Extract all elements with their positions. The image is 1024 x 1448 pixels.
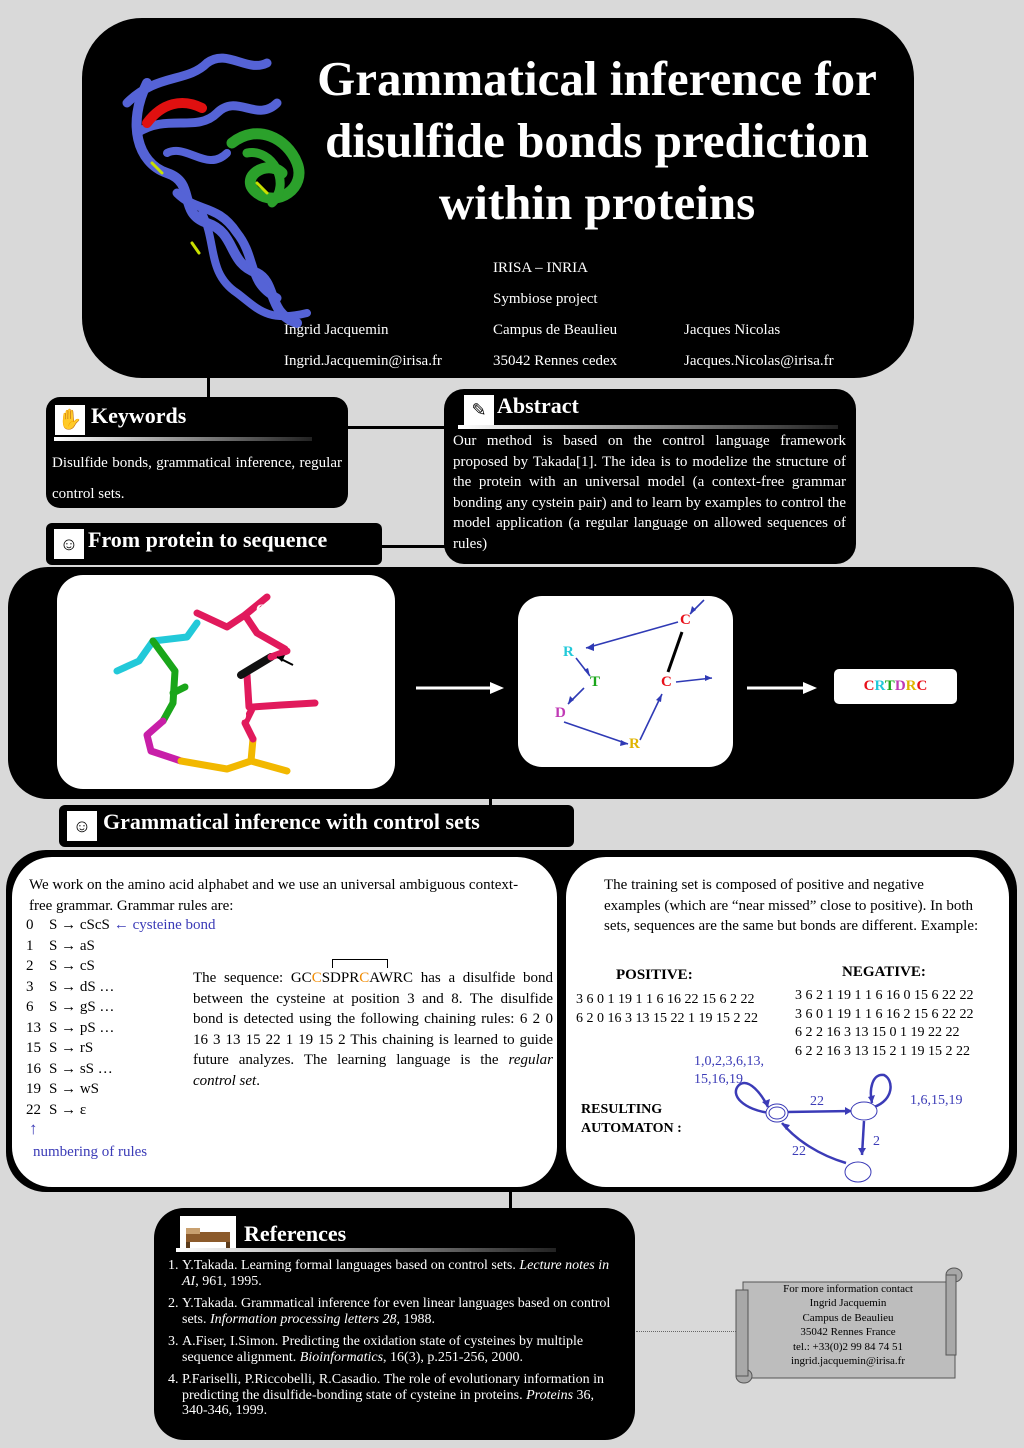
connector xyxy=(380,545,446,548)
automaton-label: 1,0,2,3,6,13, 15,16,19 xyxy=(694,1054,764,1087)
node-label: R xyxy=(563,644,574,660)
negative-examples: 3 6 2 1 19 1 1 6 16 0 15 6 22 22 3 6 0 1 19 1 1 6 16 2 15 6 22 22 6 2 2 16 3 13 15 0 1 19 22 22 6 2 2 16 3 13 15 2 1 19 15 2 22 xyxy=(795,988,974,1059)
rule-text: S → wS xyxy=(49,1081,100,1097)
heading-underline xyxy=(176,1248,556,1252)
rule-number: 19 xyxy=(26,1081,41,1097)
author-name: Ingrid Jacquemin xyxy=(284,322,389,338)
bond-bracket xyxy=(332,959,388,968)
rule-number: 15 xyxy=(26,1040,41,1056)
rule-text: S → cS xyxy=(49,958,95,974)
grammar-rule xyxy=(26,915,224,936)
grammar-rule xyxy=(26,936,224,957)
author-name: Jacques Nicolas xyxy=(684,322,781,338)
rule-number-arrow: ↑ xyxy=(29,1119,38,1138)
author-email[interactable]: Jacques.Nicolas@irisa.fr xyxy=(684,353,834,369)
automaton-label: 2 xyxy=(873,1134,880,1149)
arrow-right-icon xyxy=(414,678,506,698)
automaton-label: 22 xyxy=(810,1094,824,1109)
residue-label: C 59 xyxy=(217,708,247,724)
heading-underline xyxy=(458,425,838,429)
reference-item: 3. A.Fiser, I.Simon. Predicting the oxidation state of cysteines by multiple sequence alignment. Bioinformatics, 16(3), p.251-256, 2000. xyxy=(168,1334,584,1365)
abstract-heading: Abstract xyxy=(497,393,579,418)
automaton-label: 1,6,15,19 xyxy=(910,1093,963,1108)
rule-diagram xyxy=(518,596,733,767)
connector xyxy=(346,426,446,429)
gi-section-header xyxy=(59,805,574,847)
rule-text: S → ε xyxy=(49,1101,87,1118)
rule-note: ← cysteine bond xyxy=(113,917,216,933)
affiliation: IRISA – INRIA Symbiose project Campus de Beaulieu 35042 Rennes cedex xyxy=(493,260,618,369)
rule-text: S → gS … xyxy=(49,999,115,1015)
keywords-panel xyxy=(46,397,348,508)
keywords-text: Disulfide bonds, grammatical inference, regular control sets. xyxy=(52,455,342,502)
grammar-box xyxy=(12,857,557,1187)
rule-text: S → sS … xyxy=(49,1060,113,1077)
abstract-icon: ✎ xyxy=(464,395,494,425)
gi-panel xyxy=(6,850,1017,1192)
residue-label: T 56 xyxy=(127,685,156,701)
rule-text: S → dS … xyxy=(49,978,115,995)
reader-icon: ☺ xyxy=(67,811,97,841)
reference-item: 2. Y.Takada. Grammatical inference for even linear languages based on control sets. Information processing letters 28, 1988. xyxy=(168,1296,611,1327)
abstract-panel xyxy=(444,389,856,564)
heading-underline xyxy=(54,437,312,441)
training-box xyxy=(566,857,1009,1187)
rule-text: S → rS xyxy=(49,1040,94,1056)
grammar-rule xyxy=(26,1100,224,1121)
rule-number: 22 xyxy=(26,1101,41,1118)
keywords-heading: Keywords xyxy=(91,403,187,428)
residue-image-box xyxy=(57,575,395,789)
connector xyxy=(509,1190,512,1210)
references-panel xyxy=(154,1208,635,1440)
title-panel xyxy=(82,18,914,378)
automaton-label: RESULTING AUTOMATON : xyxy=(581,1102,682,1136)
node-label: C xyxy=(680,612,691,628)
abstract-text: Our method is based on the control language framework proposed by Takada[1]. The idea is to modelize the structure of the protein with an universal model (a context-free grammar bonding any cystein pair) and to learn by examples to control the model application (a regular language on allowed sequences of rules) xyxy=(453,433,846,552)
negative-label: NEGATIVE: xyxy=(842,964,926,980)
section-title: Grammatical inference with control sets xyxy=(103,809,480,834)
contact-email[interactable]: ingrid.jacquemin@irisa.fr xyxy=(791,1355,905,1368)
rule-text: S → cScS ← cysteine bond xyxy=(49,917,216,933)
poster-title: Grammatical inference for disulfide bonds prediction within proteins xyxy=(317,51,877,230)
disulfide-bond-label: Disulfide bond xyxy=(297,664,381,679)
rule-number: 13 xyxy=(26,1019,41,1036)
training-text: The training set is composed of positive and negative examples (which are “near missed” close to positive). In both sets, sequences are the same but bonds are different. Example: xyxy=(604,877,979,935)
sequence-box: ... CRTDRC ... xyxy=(834,669,957,704)
rule-number: 6 xyxy=(26,999,34,1015)
node-label: C xyxy=(661,674,672,690)
grammar-intro: We work on the amino acid alphabet and we use an universal ambiguous context-free grammar. Grammar rules are: xyxy=(29,877,519,914)
contact-scroll xyxy=(735,1266,963,1386)
reader-icon: ☺ xyxy=(54,529,84,559)
author-left xyxy=(284,315,442,377)
rule-number: 1 xyxy=(26,937,34,954)
residue-label: R 58 xyxy=(197,773,227,789)
rule-number: 2 xyxy=(26,958,34,974)
rule-number: 3 xyxy=(26,978,34,995)
reference-item: 1. Y.Takada. Learning formal languages based on control sets. Lecture notes in AI, 961, 1995. xyxy=(168,1258,610,1289)
bed-icon xyxy=(180,1216,236,1250)
residue-label: R 55 xyxy=(129,605,159,621)
keywords-icon: ✋ xyxy=(55,405,85,435)
rule-number: 16 xyxy=(26,1060,41,1077)
positive-examples: 3 6 0 1 19 1 1 6 16 22 15 6 2 22 6 2 0 16 3 13 15 22 1 19 15 2 22 xyxy=(576,992,758,1026)
reference-list xyxy=(168,1258,616,1426)
node-label: D xyxy=(555,705,566,721)
section-title: From protein to sequence xyxy=(88,527,328,552)
author-email[interactable]: Ingrid.Jacquemin@irisa.fr xyxy=(284,353,442,369)
residue-label: D 57 xyxy=(101,741,131,757)
node-label: T xyxy=(590,674,601,690)
contact-info: For more information contact Ingrid Jacquemin Campus de Beaulieu 35042 Rennes France tel.: +33(0)2 99 84 74 51 ingrid.jacquemin@irisa.fr xyxy=(749,1282,947,1368)
references-heading: References xyxy=(244,1221,347,1246)
dotted-connector xyxy=(636,1331,736,1332)
rule-number: 0 xyxy=(26,917,34,933)
positive-label: POSITIVE: xyxy=(616,967,693,983)
protein-panel xyxy=(8,567,1014,799)
automaton-label: 22 xyxy=(792,1144,806,1159)
residue-label: C 54 xyxy=(256,602,286,618)
author-right xyxy=(684,315,834,377)
protein-section-header xyxy=(46,523,382,565)
sequence-explanation: The sequence: GCCSDPRCAWRC has a disulfide bond between the cysteine at position 3 and 8. The disulfide bond is detected using the following chaining rules: 6 2 0 16 3 13 15 22 1 19 15 2 This chaining is learned to guide future analyzes. The learning language is the regular control set. xyxy=(193,970,554,1089)
rule-diagram-box xyxy=(518,596,733,767)
reference-item: 4. P.Fariselli, P.Riccobelli, R.Casadio. The role of evolutionary information in predicting the disulfide-bonding state of cysteine in proteins. Proteins 36, 340-346, 1999. xyxy=(168,1372,605,1418)
numbering-note: numbering of rules xyxy=(33,1144,148,1160)
node-label: R xyxy=(629,736,640,752)
rule-text: S → pS … xyxy=(49,1019,115,1036)
arrow-right-icon xyxy=(745,678,819,698)
rule-text: S → aS xyxy=(49,937,95,954)
